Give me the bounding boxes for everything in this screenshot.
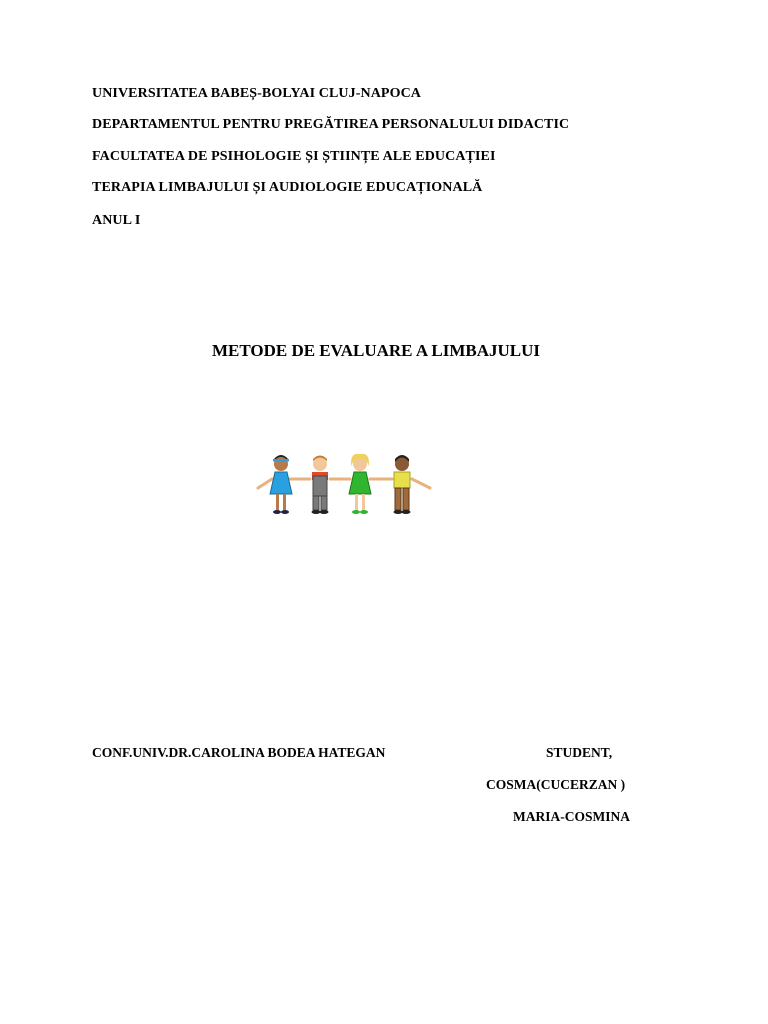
student-surname: COSMA(CUCERZAN ) bbox=[486, 777, 626, 792]
student-name: MARIA-COSMINA bbox=[513, 809, 630, 824]
kid-yellow-shirt bbox=[394, 455, 411, 514]
document-title: METODE DE EVALUARE A LIMBAJULUI bbox=[211, 341, 541, 360]
student-label: STUDENT, bbox=[546, 745, 613, 760]
kid-green-dress bbox=[349, 454, 371, 514]
kid-blue-dress bbox=[270, 455, 292, 514]
children-holding-hands-icon bbox=[254, 452, 434, 522]
header-faculty: FACULTATEA DE PSIHOLOGIE ȘI ȘTIINȚE ALE EDUCAȚIEI bbox=[92, 149, 496, 164]
kid-grey-overalls bbox=[312, 456, 329, 515]
header-program: TERAPIA LIMBAJULUI ȘI AUDIOLOGIE EDUCAȚIONALĂ bbox=[92, 180, 483, 195]
coordinator-name: CONF.UNIV.DR.CAROLINA BODEA HATEGAN bbox=[92, 745, 386, 760]
header-university: UNIVERSITATEA BABEȘ-BOLYAI CLUJ-NAPOCA bbox=[92, 86, 421, 101]
header-department: DEPARTAMENTUL PENTRU PREGĂTIREA PERSONALULUI DIDACTIC bbox=[92, 117, 570, 132]
header-year: ANUL I bbox=[92, 213, 141, 228]
